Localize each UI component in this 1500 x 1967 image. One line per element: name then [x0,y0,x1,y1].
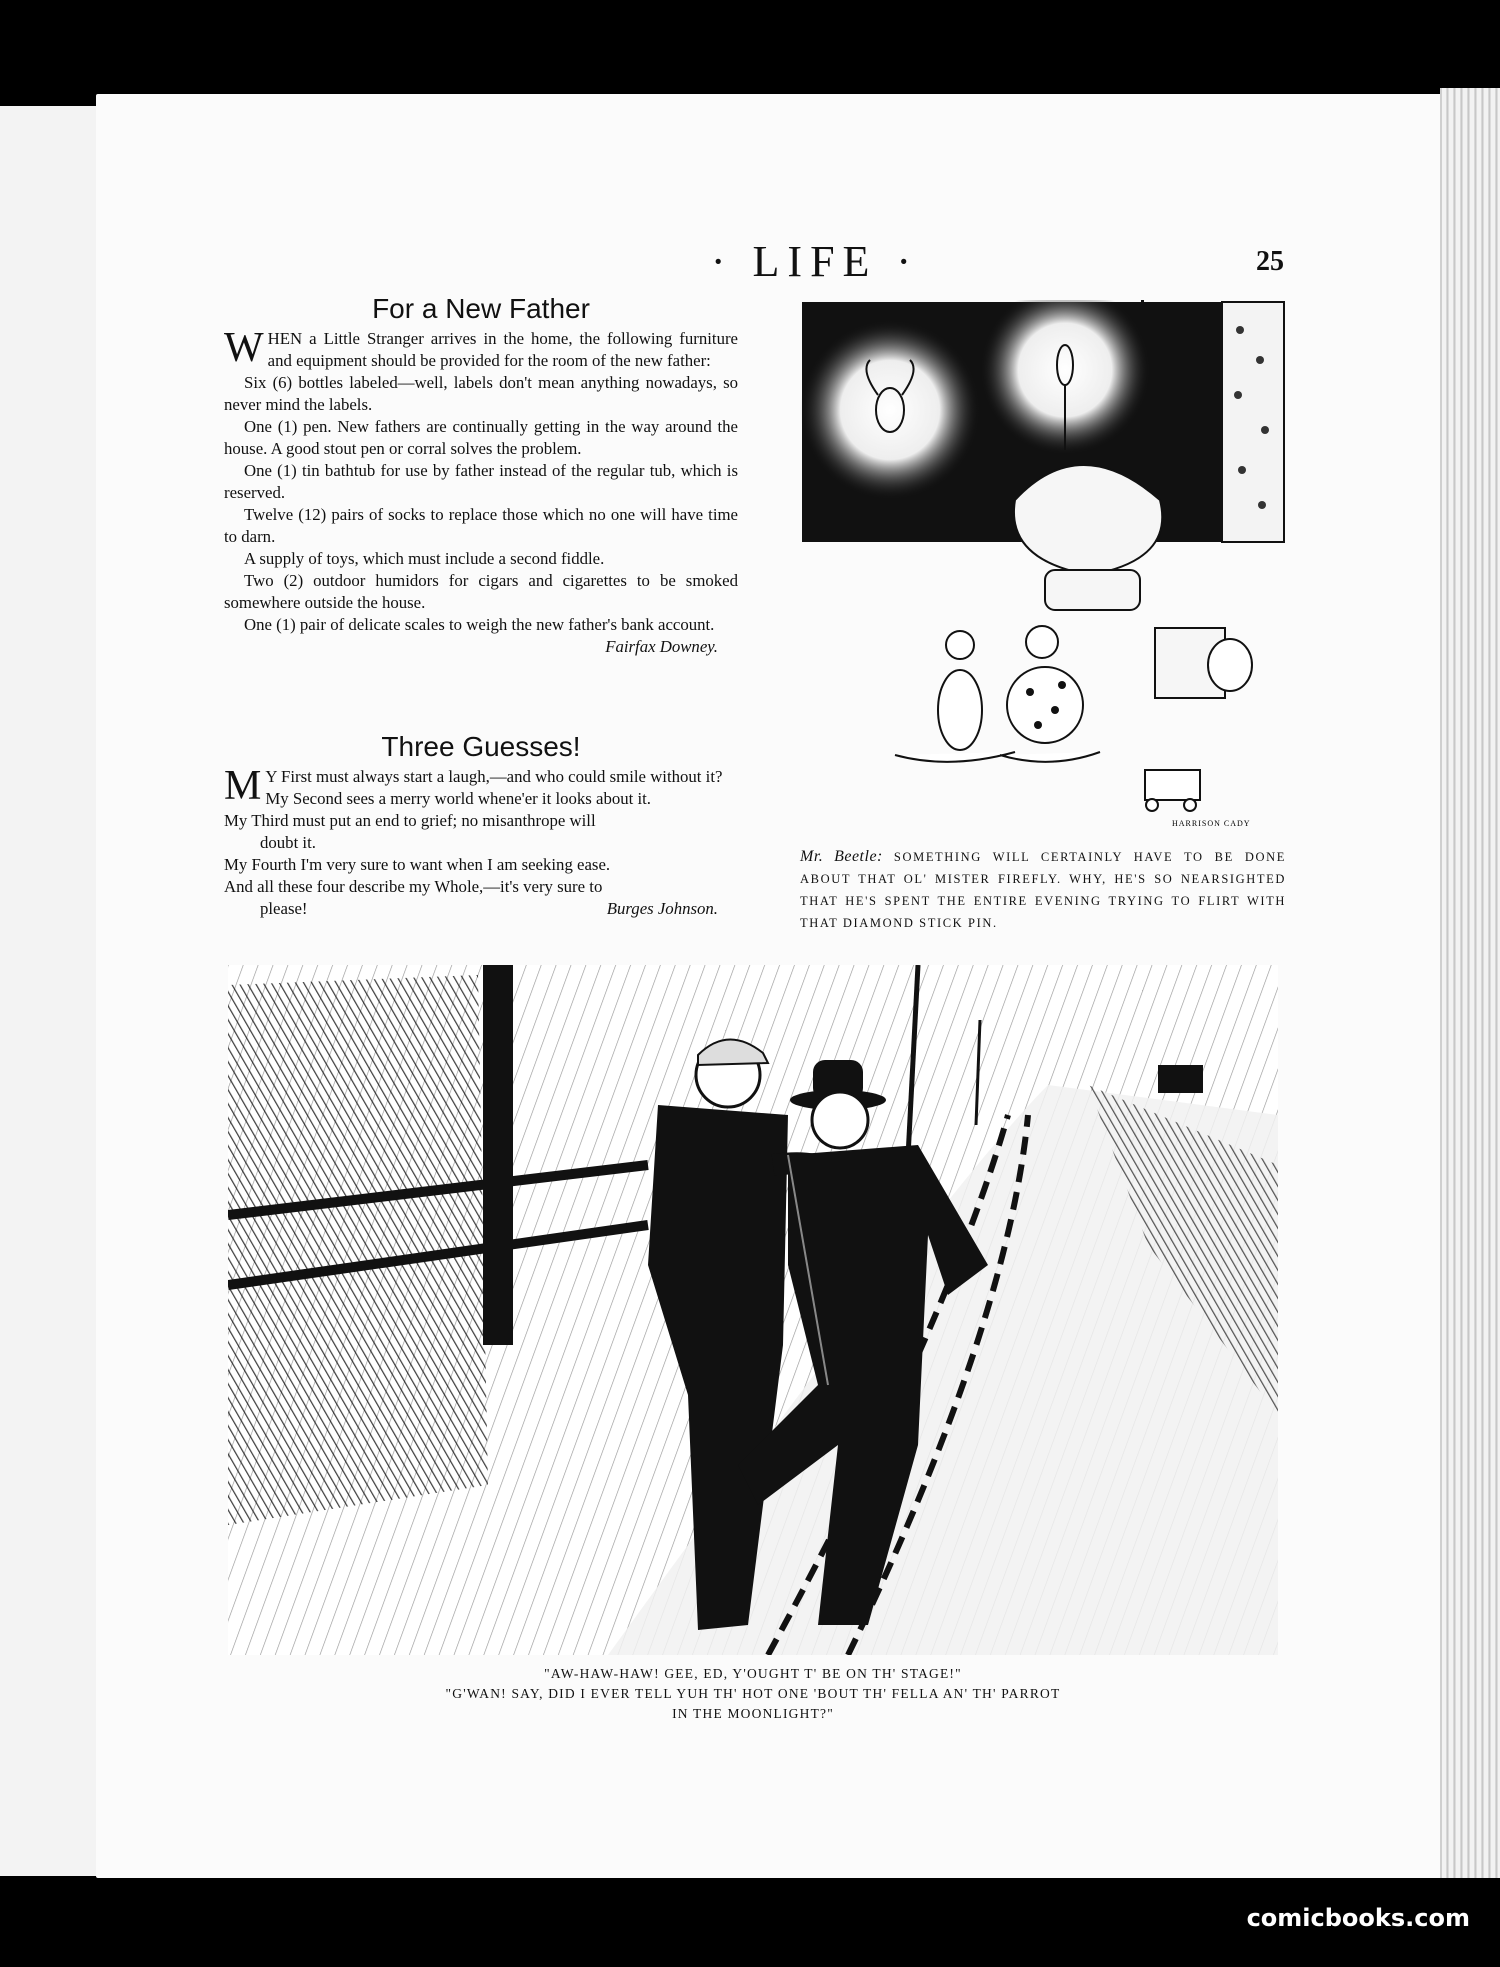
site-watermark: comicbooks.com [1246,1904,1470,1932]
beetle-caption [800,846,1286,934]
article-for-a-new-father [224,292,738,658]
article-lead [224,325,738,372]
magazine-title: · LIFE · [710,237,920,286]
illustration-drawing [228,965,1278,1655]
paragraph: One (1) pen. New fathers are continually getting in the way around the house. A good stout pen or corral solves the problem. [224,417,738,458]
caption-text: SOMETHING WILL CERTAINLY HAVE TO BE DONE ABOUT THAT OL' MISTER FIREFLY. WHY, HE'S SO NEARSIGHTED THAT HE'S SPENT THE ENTIRE EVENING TRYING TO FLIRT WITH THAT DIAMOND STICK PIN. [800,850,1287,930]
paragraph: One (1) tin bathtub for use by father instead of the regular tub, which is reserved. [224,461,738,502]
drop-cap: M [224,763,262,809]
author-signature: Fairfax Downey. [605,637,718,656]
caption-line: "G'WAN! SAY, DID I EVER TELL YUH TH' HOT ONE 'BOUT TH' FELLA AN' TH' PARROT [445,1686,1061,1701]
caption-line: "AW-HAW-HAW! GEE, ED, Y'OUGHT T' BE ON TH' STAGE!" [544,1666,962,1681]
author-signature: Burges Johnson. [606,899,718,918]
rain-road-caption [228,1664,1278,1724]
page-stack-edge [1440,88,1500,1878]
caption-speaker: Mr. Beetle: [800,848,883,865]
paragraph: Six (6) bottles labeled—well, labels don't mean anything nowadays, so never mind the labels. [224,373,738,414]
lead-text: HEN a Little Stranger arrives in the home, the following furniture and equipment should be provided for the room of the new father: [267,329,738,370]
paragraph: Two (2) outdoor humidors for cigars and cigarettes to be smoked somewhere outside the house. [224,571,738,612]
verse-text: Y First must always start a laugh,—and who could smile without it? [265,767,723,786]
verse-text: please! [260,899,308,918]
verse-line: My Fourth I'm very sure to want when I am seeking ease. [224,855,611,874]
verse-line: And all these four describe my Whole,—it's very sure to [224,877,603,896]
drop-cap: W [224,325,264,371]
article-title: For a New Father [372,293,590,324]
paragraph: Twelve (12) pairs of socks to replace those which no one will have time to darn. [224,505,738,546]
artist-signature: HARRISON CADY [1172,819,1251,828]
beetle-firefly-illustration [800,300,1286,830]
verse-line: doubt it. [260,833,316,852]
verse-line [224,898,738,920]
verse-line: My Second sees a merry world whene'er it looks about it. [265,789,652,808]
paragraph [224,614,738,656]
article-three-guesses [224,730,738,920]
article-title: Three Guesses! [381,731,581,762]
page-number: 25 [1256,246,1284,277]
caption-line: IN THE MOONLIGHT?" [672,1706,834,1721]
verse-line: My Third must put an end to grief; no misanthrope will [224,811,596,830]
rain-road-illustration [228,965,1278,1655]
paragraph-text: One (1) pair of delicate scales to weigh the new father's bank account. [244,615,715,634]
facing-page-edge [0,106,110,1876]
illustration-drawing [800,300,1286,830]
paragraph: A supply of toys, which must include a second fiddle. [244,549,605,568]
